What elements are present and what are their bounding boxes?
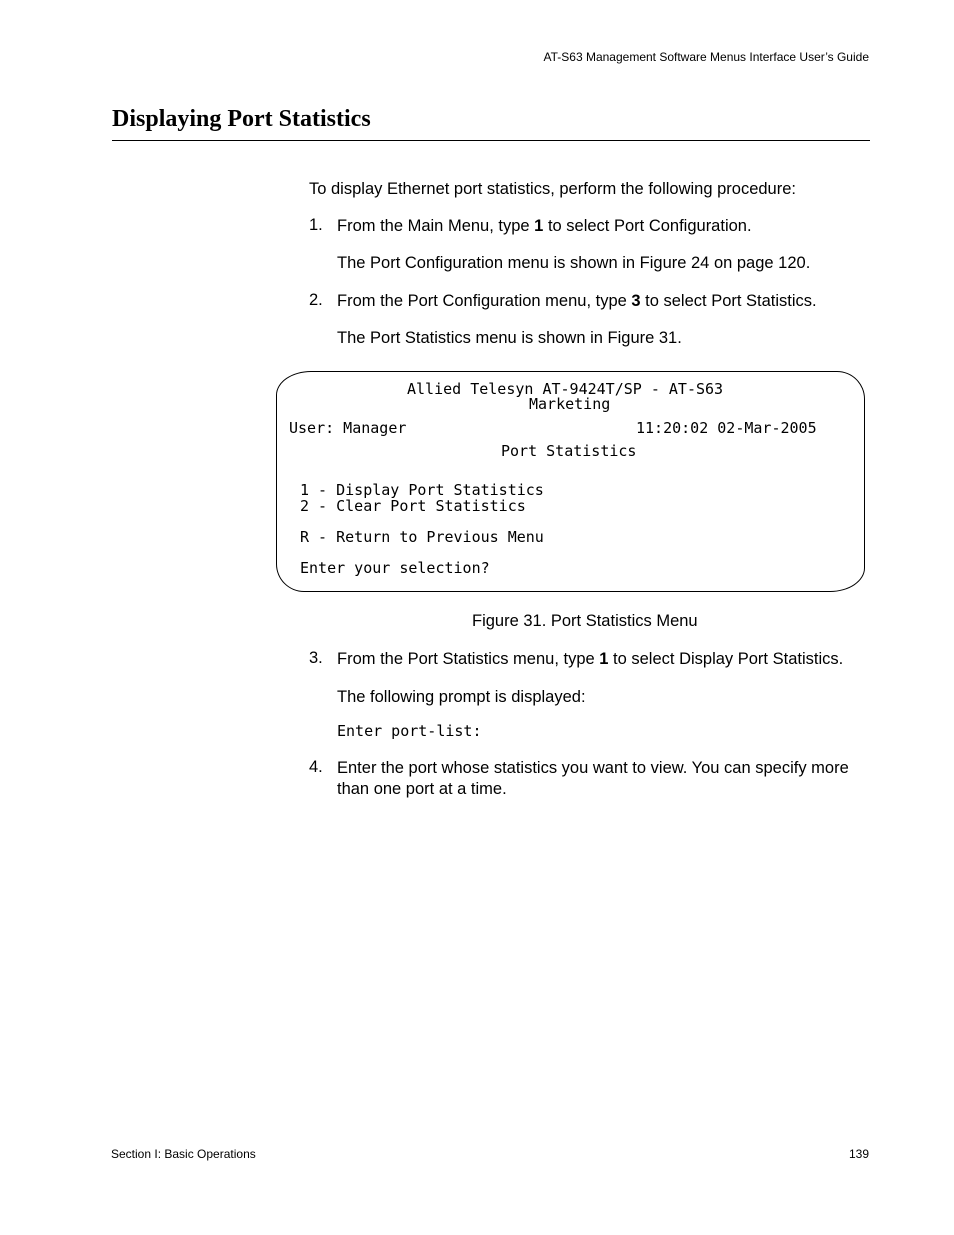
step-text: From the Port Configuration menu, type 3 to select Port Statistics. bbox=[337, 292, 817, 310]
menu-option-display: 1 - Display Port Statistics bbox=[300, 481, 544, 499]
intro-paragraph: To display Ethernet port statistics, perform the following procedure: bbox=[309, 180, 796, 198]
step-note: The Port Configuration menu is shown in Figure 24 on page 120. bbox=[337, 254, 811, 272]
step-text: From the Port Statistics menu, type 1 to select Display Port Statistics. bbox=[337, 650, 844, 668]
key-value: 3 bbox=[631, 292, 641, 310]
command-prompt: Enter port-list: bbox=[337, 722, 482, 740]
running-header: AT-S63 Management Software Menus Interface User’s Guide bbox=[543, 50, 869, 64]
figure-caption: Figure 31. Port Statistics Menu bbox=[472, 612, 698, 630]
screen-menu-title: Port Statistics bbox=[501, 442, 637, 460]
screen-prompt: Enter your selection? bbox=[300, 559, 490, 577]
menu-option-clear: 2 - Clear Port Statistics bbox=[300, 497, 526, 515]
step-number: 4. bbox=[309, 758, 323, 776]
menu-option-return: R - Return to Previous Menu bbox=[300, 528, 544, 546]
step-text: Enter the port whose statistics you want to view. You can specify more bbox=[337, 759, 849, 777]
page-number: 139 bbox=[848, 1147, 869, 1161]
step-text: From the Main Menu, type 1 to select Port Configuration. bbox=[337, 217, 752, 235]
step-note: The following prompt is displayed: bbox=[337, 688, 586, 706]
key-value: 1 bbox=[534, 217, 544, 235]
step-number: 3. bbox=[309, 649, 323, 667]
screen-user: User: Manager bbox=[289, 419, 407, 437]
title-rule bbox=[112, 140, 870, 141]
screen-location: Marketing bbox=[529, 395, 611, 413]
screen-datetime: 11:20:02 02-Mar-2005 bbox=[636, 419, 817, 437]
key-value: 1 bbox=[599, 650, 609, 668]
screen-system-name: Allied Telesyn AT-9424T/SP - AT-S63 bbox=[407, 380, 724, 398]
step-note: The Port Statistics menu is shown in Figure 31. bbox=[337, 329, 682, 347]
step-text-continued: than one port at a time. bbox=[337, 780, 507, 798]
footer-section: Section I: Basic Operations bbox=[111, 1147, 256, 1161]
step-number: 1. bbox=[309, 216, 323, 234]
step-number: 2. bbox=[309, 291, 323, 309]
section-title: Displaying Port Statistics bbox=[112, 106, 371, 132]
